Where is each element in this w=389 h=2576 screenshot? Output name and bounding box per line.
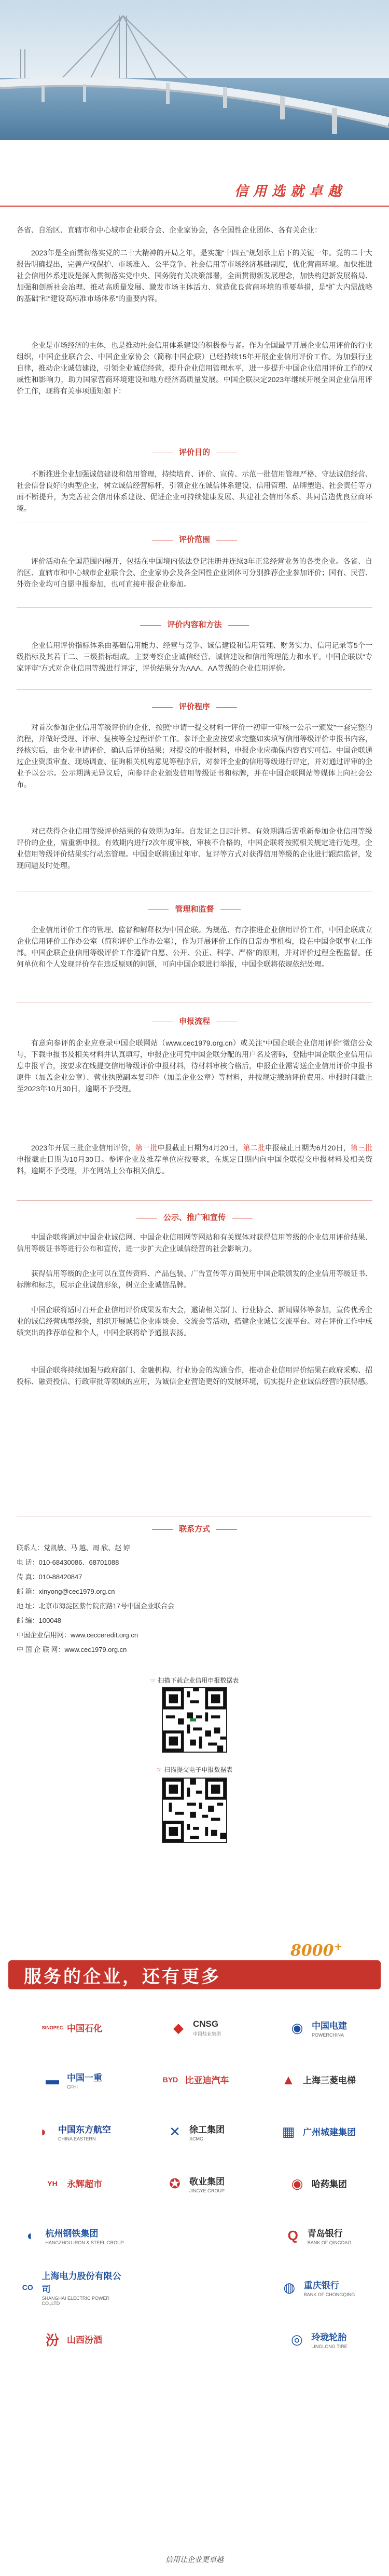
application-paragraph-1: 有意向参评的企业应登录中国企联网站（www.cec1979.org.cn）或关注“中国企联企业信用评价”微信公众号，下载申报书及相关材料并认真填写，申报企业可凭中国企联分配的用户名及密码，登陆中国企联企业信用信息申报平台，按要求在线提交信用等级评价申报材料，待材料审核合格后，申报企业需寄送企业信用评价申报书原件（加盖企业公章）、营业执照副本复印件（加盖企业公章）等材料，并按规定缴纳评价费用。申报时间截止至2023年10月30日，逾期不予受理。 (17, 1039, 372, 1093)
client-logo-mark-icon: ▬ (46, 2071, 59, 2087)
contact-row (17, 1541, 372, 1555)
client-logo-mark-icon: ◗ (39, 2123, 48, 2139)
application-text: 申报截止日期为4月20日， (157, 1144, 243, 1152)
section-divider (17, 1200, 372, 1201)
contact-key: 地 址： (17, 1602, 39, 1610)
supervision-body: 企业信用评价工作的管理、监督和解释权为中国企联。为规范、有序推进企业信用评价工作，中国企联成立企业信用评价工作办公室（简称评价工作办公室），作为开展评价工作的日常办事机构，设在中国企联事业工作部。中国企联企业信用等级评价工作遵循“自愿、公开、公正、科学、严格”的原则，并对评价过程全程监督。任何单位和个人发现评价存在违反原则的问题，可向中国企联进行举报，中国企联将依规依纪处理。 (17, 926, 372, 968)
procedure-paragraph-1: 对首次参加企业信用等级评价的企业，按照“申请一提交材料一评价一初审一审核一公示一颁发”一套完整的流程，并做好受理、评审、复核等全过程评价工作。参评企业应按要求完整如实填写信用等级评价申报书内容，经核实后，由企业申请评价，确认后评价结果；对提交的申报材料，申报企业应确保内容真实可信。中国企联通过企业资质审查、现场调查、征询相关机构意见等程序后，对参评企业的信用等级进行评定，并对通过评审的企业予以公示。公示期满无异议后，向参评企业颁发信用等级证书和标牌，并在中国企联网站等媒体上向社会公布。 (17, 723, 372, 789)
client-logo-mark-icon: ◐ (26, 2227, 35, 2243)
client-logo (18, 2159, 127, 2208)
client-logo-name: 上海三菱电梯 (303, 2075, 356, 2085)
client-logo-inner (20, 2225, 123, 2246)
client-logo (18, 2314, 127, 2364)
batch-1-highlight: 第一批 (135, 1144, 158, 1152)
client-logo-inner (278, 2069, 356, 2090)
client-logo-mark-icon: ◎ (290, 2331, 303, 2347)
application-text: 申报截止日期为6月20日， (265, 1144, 351, 1152)
contact-value: 党凯敏、马 越、周 欣、赵 婷 (44, 1544, 130, 1552)
publicity-paragraph-1: 中国企联将通过中国企业诚信网、中国企业信用网等网站和有关媒体对获得信用等级的企业信用评价结果、信用等级证书等进行公布和宣传，进一步扩大企业诚信经营的社会影响力。 (17, 1233, 372, 1253)
client-logo-inner (42, 2173, 102, 2194)
client-logo-subtitle: POWERCHINA (312, 2032, 344, 2038)
contact-row (17, 1555, 372, 1570)
client-logo-text (185, 2073, 229, 2087)
qr-submit-caption-text: 扫描提交电子申报数据表 (164, 1766, 233, 1773)
client-logo-name: 敬业集团 (189, 2176, 225, 2187)
client-logo-text (41, 2269, 127, 2306)
client-logo-subtitle: BANK OF CHONGQING (303, 2292, 355, 2297)
client-logo (140, 2003, 249, 2053)
client-logo (18, 2055, 127, 2105)
client-logo-text (189, 2122, 225, 2141)
client-logo-mark-icon: Q (287, 2227, 298, 2243)
client-logo-text (312, 2177, 347, 2191)
intro-paragraph-1: 2023年是全面贯彻落实党的二十大精神的开局之年，是实施“十四五”规划承上启下的关键一年。党的二十大报告明确提出，完善产权保护、市场准入、公平竞争、社会信用等市场经济基础制度，优化营商环境。加快推进社会信用体系建设是深入贯彻落实党中央、国务院有关决策部署，全面贯彻新发展理念，加快构建新发展格局、加强和创新社会治理、推动高质量发展、激发市场主体活力、营造优良营商环境的重要举措，是“扩大内需战略的基础”和“建设高标准市场体系”的重要内容。 (17, 249, 372, 303)
client-logo-text (303, 2125, 356, 2139)
client-logo-inner (286, 2329, 347, 2350)
client-logo-inner (287, 2017, 347, 2038)
client-logo (140, 2262, 249, 2312)
client-logo-name: 徐工集团 (189, 2124, 225, 2135)
pointing-hand-icon: ☞ (156, 1766, 162, 1773)
client-logo-inner (287, 2173, 347, 2194)
application-paragraph-2 (17, 1142, 372, 1176)
client-logo-text (45, 2226, 123, 2245)
motto-divider (0, 206, 389, 207)
section-title-method (0, 619, 389, 630)
contact-key: 邮 箱： (17, 1588, 39, 1595)
client-logo-name: 哈药集团 (312, 2179, 347, 2189)
contact-phone: 010-68430086、68701088 (38, 1558, 119, 1566)
client-logo-inner (33, 2121, 111, 2142)
pointing-hand-icon: ☞ (150, 1677, 156, 1684)
application-text: 申报截止日期为10月30日。参评企业及推荐单位应按要求，在规定日期内向中国企联提交申报材料及相关资料，逾期不予受理，并在网站上公布相关信息。 (17, 1155, 372, 1175)
client-logo-text (303, 2073, 356, 2087)
hero-banner (0, 0, 389, 140)
client-logo-text (311, 2330, 347, 2349)
client-logo-subtitle: 中国盐业集团 (192, 2031, 221, 2037)
client-logo-inner (18, 2269, 127, 2306)
client-logo-mark-icon: ◉ (291, 2175, 303, 2191)
client-logo (262, 2107, 371, 2157)
contact-email-link[interactable]: xinyong@cec1979.org.cn (38, 1588, 115, 1595)
client-logo-text (67, 2177, 102, 2191)
services-count-number: 8000 (290, 1942, 334, 1960)
section-title-application (0, 1015, 389, 1026)
client-logo (140, 2314, 249, 2364)
batch-2-highlight: 第二批 (243, 1144, 265, 1152)
client-logo-inner (278, 2121, 356, 2142)
client-logo-name: 广州城建集团 (303, 2127, 356, 2137)
method-body: 企业信用评价指标体系由基础信用能力、经营与竞争、诚信建设和信用管理、财务实力、信用记录等5个一级指标及其若干二、三级指标组成。主要考察企业诚信经营、诚信建设和信用管理能力和水平。中国企联以“专家评审”方式对企业信用等级进行评定，评价结果分为AAA、AA等级的企业信用评价。 (17, 641, 372, 672)
client-logo-mark-icon: ▦ (282, 2123, 295, 2139)
client-logo-mark-icon: ✪ (169, 2175, 180, 2191)
section-title-procedure-text: 评价程序 (178, 702, 210, 711)
services-banner-text: 服务的企业，还有更多 (24, 1967, 221, 1987)
client-logo (140, 2159, 249, 2208)
client-logo-inner (42, 2329, 102, 2350)
section-title-purpose (0, 446, 389, 457)
client-logo-subtitle: HANGZHOU IRON & STEEL GROUP (45, 2240, 124, 2245)
client-logo (262, 2262, 371, 2312)
contact-key: 中国企业信用网： (17, 1631, 71, 1639)
client-logo-subtitle: LINGLONG TIRE (311, 2343, 348, 2349)
services-count-suffix: + (334, 1940, 343, 1953)
section-divider (17, 689, 372, 690)
cec-site-link[interactable]: www.cec1979.org.cn (64, 1646, 127, 1653)
section-title-supervision (0, 903, 389, 914)
client-logo-subtitle: CFHI (67, 2084, 78, 2090)
contact-row (17, 1614, 372, 1628)
client-logo-text (58, 2122, 111, 2141)
client-logo-name: 中国石化 (67, 2023, 102, 2033)
contact-key: 联系人： (17, 1544, 44, 1552)
client-logo-inner (283, 2225, 352, 2246)
section-title-contact (0, 1523, 389, 1534)
contact-key: 传 真： (17, 1573, 39, 1581)
client-logo-name: 玲珑轮胎 (311, 2332, 347, 2342)
motto-slogan: 信用选就卓越 (234, 184, 346, 199)
client-logo-subtitle: BANK OF QINGDAO (307, 2240, 352, 2245)
client-logo-mark-icon: 汾 (45, 2332, 59, 2348)
client-logo-subtitle: JINGYE GROUP (189, 2188, 225, 2193)
publicity-paragraph-2: 获得信用等级的企业可以在宣传资料、产品包装、广告宣传等方面使用中国企联颁发的企业信用等级证书、标牌和标志，展示企业诚信形象，树立企业诚信品牌。 (17, 1269, 372, 1289)
client-logo (262, 2003, 371, 2053)
section-title-method-text: 评价内容和方法 (167, 620, 222, 629)
batch-3-highlight: 第三批 (350, 1144, 373, 1152)
contact-row (17, 1599, 372, 1614)
services-count (290, 1940, 342, 1960)
contact-key: 邮 编： (17, 1617, 39, 1624)
client-logo-name: 比亚迪汽车 (185, 2075, 229, 2085)
client-logo-text (67, 2333, 102, 2347)
contact-info (17, 1541, 372, 1657)
client-logo (140, 2107, 249, 2157)
contact-row (17, 1570, 372, 1584)
section-title-publicity-text: 公示、推广和宣传 (163, 1213, 226, 1222)
qr-submit-caption (0, 1765, 389, 1774)
client-logo-inner (164, 2173, 225, 2194)
client-logo (262, 2159, 371, 2208)
credit-site-link[interactable]: www.cecceredit.org.cn (71, 1631, 138, 1639)
qr-download-caption (0, 1676, 389, 1685)
client-logo-mark-icon: ◆ (173, 2019, 184, 2036)
client-logo-text (304, 2278, 355, 2297)
client-logo (140, 2055, 249, 2105)
client-logo (18, 2003, 127, 2053)
procedure-paragraph-2: 对已获得企业信用等级评价结果的有效期为3年。自发证之日起计算。有效期满后需重新参加企业信用等级评价的企业，需重新申报。有效期内进行2次年度审核，审核不合格的，中国企联将按照相关规定进行处理，企业信用等级评价结果实行动态管理。中国企联将通过年审、复评等方式对获得信用等级的企业进行跟踪监督，发现问题及时处理。 (17, 827, 372, 870)
contact-row (17, 1628, 372, 1643)
client-logo-name: 永辉超市 (67, 2179, 102, 2189)
client-logo-text (312, 2018, 347, 2038)
publicity-paragraph-3: 中国企联将适时召开企业信用评价成果发布大会，邀请相关部门、行业协会、新闻媒体等参加，宣传优秀企业的诚信经营典型经验，组织开展诚信企业座谈会、交流会等活动，搭建企业诚信交流平台。对在评价工作中成绩突出的推荐单位和个人，中国企联将给予通报表扬。 (17, 1306, 372, 1337)
client-logo-mark-icon: ✕ (169, 2123, 180, 2139)
client-logo-name: 青岛银行 (307, 2228, 343, 2239)
contact-key: 中 国 企 联 网： (17, 1646, 65, 1653)
client-logo (18, 2107, 127, 2157)
section-title-publicity (0, 1212, 389, 1223)
bridge-illustration (0, 0, 389, 140)
section-title-scope (0, 534, 389, 545)
client-logo (262, 2211, 371, 2260)
contact-postcode: 100048 (38, 1617, 62, 1624)
qr-download-caption-text: 扫描下载企业信用申报数据表 (158, 1677, 239, 1684)
section-title-supervision-text: 管理和监督 (175, 905, 214, 914)
client-logo-name: 杭州钢铁集团 (45, 2228, 99, 2239)
application-text: 2023年开展三批企业信用评价， (31, 1144, 135, 1152)
scope-body: 评价活动在全国范围内展开，包括在中国境内依法登记注册并连续3年正常经营业务的各类企业。各省、自治区、直辖市和中心城市企业联合会、企业家协会及各全国性企业团体可分别推荐企业参加评价；国有、民营、外资企业均可自愿申报参加，也可直接申报企业参加。 (17, 557, 372, 588)
client-logo-name: 中国东方航空 (58, 2124, 111, 2135)
publicity-paragraph-4: 中国企联将持续加强与政府部门、金融机构、行业协会的沟通合作，推动企业信用评价结果在政府采购、招投标、融资授信、行政审批等领域的应用，为诚信企业营造更好的发展环境，切实提升企业诚信经营的获得感。 (17, 1366, 372, 1386)
client-logo-text (189, 2174, 225, 2193)
contact-row (17, 1584, 372, 1599)
client-logo-mark-icon: SINOPEC (41, 2025, 63, 2030)
client-logo-name: 重庆银行 (303, 2280, 339, 2290)
client-logo (18, 2211, 127, 2260)
qr-code-submit[interactable] (162, 1778, 227, 1843)
client-logo-text (193, 2019, 221, 2037)
section-title-scope-text: 评价范围 (178, 535, 210, 544)
client-logo-mark-icon: ◍ (283, 2279, 296, 2295)
client-logo-subtitle: SHANGHAI ELECTRIC POWER CO.,LTD (41, 2296, 109, 2306)
client-logo-inner (42, 2069, 102, 2090)
contact-row (17, 1643, 372, 1657)
qr-code-icon (163, 1688, 226, 1752)
contact-fax: 010-88420847 (38, 1573, 82, 1581)
footer-slogan: 信用让企业更卓越 (165, 2556, 224, 2564)
client-logo-name: 中国电建 (312, 2021, 347, 2031)
section-title-procedure (0, 701, 389, 712)
client-logo-name: 上海电力股份有限公司 (41, 2271, 121, 2294)
purpose-body: 不断推进企业加强诚信建设和信用管理，持续培育、评价、宣传、示范一批信用管理严格、守法诚信经营、社会信誉良好的典型企业，树立诚信经营标杆，引领企业在诚信体系建设、信用管理、品牌塑造、社会责任等方面不断提升，为完善社会信用体系建设、促进企业可持续健康发展、共建社会信用体系、共同营造优良营商环境。 (17, 470, 372, 512)
client-logo (140, 2211, 249, 2260)
client-logo-inner (160, 2069, 229, 2090)
client-logo-name: CNSG (192, 2018, 219, 2029)
client-logo-subtitle: XCMG (189, 2136, 203, 2141)
client-logo-inner (168, 2017, 221, 2038)
intro-paragraph-2: 企业是市场经济的主体，也是推动社会信用体系建设的积极参与者。作为全国最早开展企业信用评价的行业组织，中国企业联合会、中国企业家协会（简称中国企联）已经持续15年开展企业信用评价工作。为加强行业自律，推动企业诚信建设，引领企业诚信经营，提升企业信用管理水平，进一步提升中国企业信用评价工作的权威性和影响力，助力国家营商环境建设和地方经济高质量发展。中国企联决定2023年继续开展全国企业信用评价工作，现将有关事项通知如下： (17, 341, 372, 395)
client-logo-name: 山西汾酒 (67, 2335, 102, 2345)
client-logo-mark-icon: BYD (162, 2076, 178, 2084)
qr-code-icon (163, 1779, 226, 1842)
client-logo-text (67, 2070, 102, 2090)
client-logo-text (67, 2021, 102, 2035)
client-logo-mark-icon: YH (47, 2179, 58, 2188)
client-logo-inner (42, 2017, 102, 2038)
client-logo-mark-icon: ▲ (282, 2071, 295, 2087)
intro-salutation: 各省、自治区、直辖市和中心城市企业联合会、企业家协会，各全国性企业团体、各有关企业： (17, 226, 322, 234)
qr-code-download[interactable] (162, 1687, 227, 1753)
section-divider (17, 607, 372, 608)
client-logo (18, 2262, 127, 2312)
client-logo (262, 2314, 371, 2364)
client-logo-name: 中国一重 (67, 2072, 102, 2083)
client-logo-inner (164, 2121, 225, 2142)
client-logo-mark-icon: ◉ (291, 2019, 303, 2036)
client-logo-subtitle: CHINA EASTERN (58, 2136, 96, 2141)
client-logo-mark-icon: CO (22, 2283, 33, 2292)
section-title-purpose-text: 评价目的 (178, 448, 210, 457)
client-logo-inner (279, 2277, 355, 2298)
contact-key: 电 话： (17, 1558, 39, 1566)
section-title-contact-text: 联系方式 (178, 1525, 210, 1534)
contact-address: 北京市海淀区紫竹院南路17号中国企业联合会 (38, 1602, 175, 1610)
section-title-application-text: 申报流程 (178, 1017, 210, 1026)
client-logo-text (308, 2226, 352, 2245)
client-logo (262, 2055, 371, 2105)
